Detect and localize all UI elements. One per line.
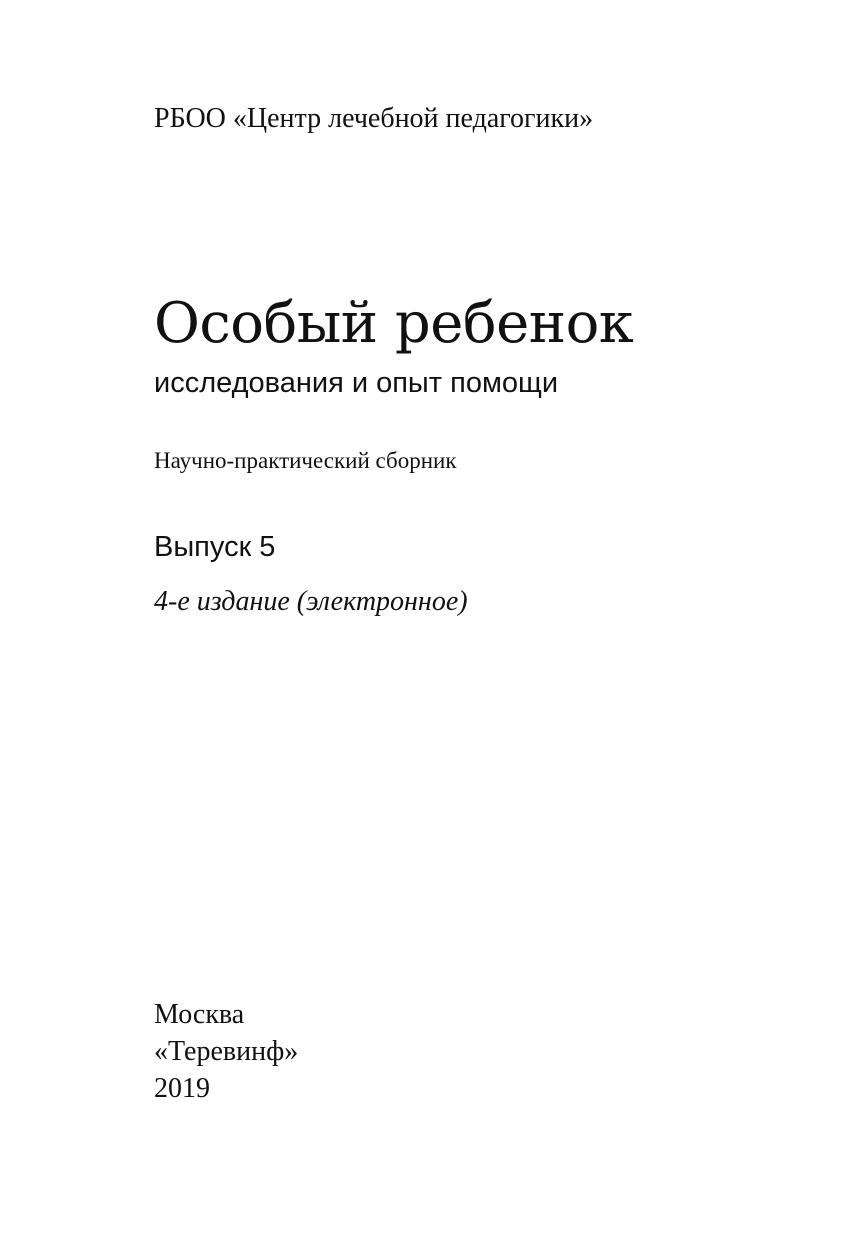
collection-type: Научно-практический сборник	[154, 448, 457, 473]
imprint-publisher: «Теревинф»	[154, 1036, 299, 1067]
imprint-block	[154, 996, 298, 1107]
imprint-year: 2019	[154, 1073, 210, 1104]
book-title: Особый ребенок	[154, 291, 634, 356]
issue-number: Выпуск 5	[154, 531, 276, 563]
book-subtitle: исследования и опыт помощи	[154, 367, 559, 399]
organization-name: РБОО «Центр лечебной педагогики»	[154, 103, 594, 134]
imprint-city: Москва	[154, 999, 245, 1030]
edition-note: 4-е издание (электронное)	[154, 586, 468, 617]
